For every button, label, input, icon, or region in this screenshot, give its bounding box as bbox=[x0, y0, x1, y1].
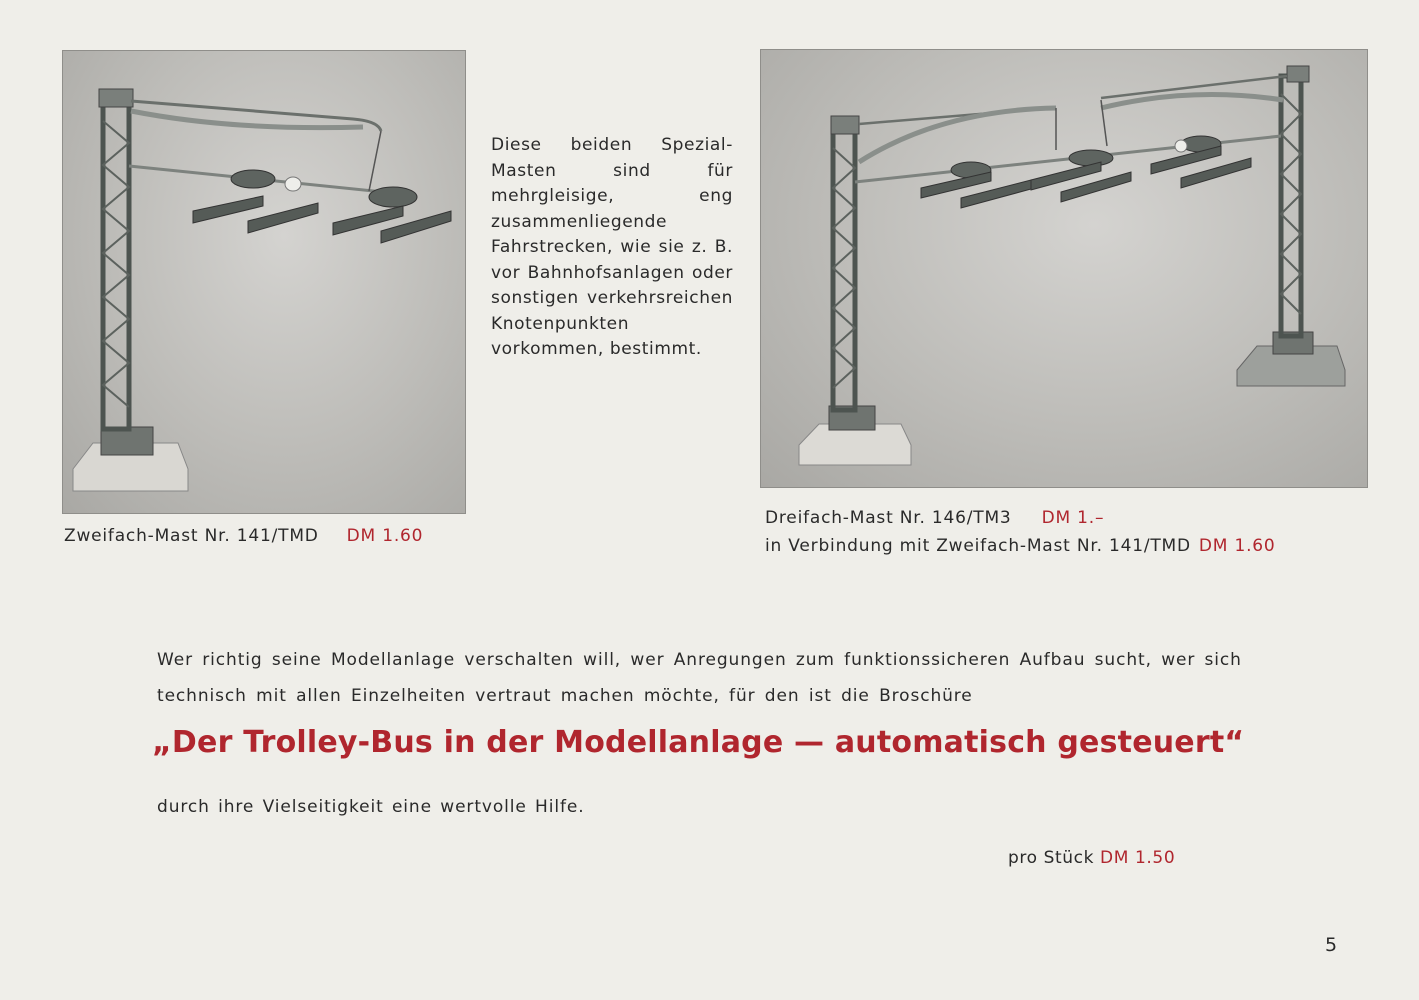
caption-text: Zweifach-Mast Nr. 141/TMD bbox=[64, 526, 319, 546]
dreifach-mast-illustration bbox=[761, 50, 1367, 487]
intro-paragraph: Diese beiden Spezial-Masten sind für mehrgleisige, eng zusammenliegende Fahrstrecken, wie sie z. B. vor Bahnhofsanlagen oder sonstigen verkehrsreichen Knotenpunkten vorkommen, bestimmt. bbox=[491, 135, 733, 359]
caption-zweifach-mast bbox=[64, 526, 423, 546]
caption-combination bbox=[765, 536, 1276, 556]
brochure-text-line-3: durch ihre Vielseitigkeit eine wertvolle Hilfe. bbox=[157, 797, 585, 817]
price-per-piece-label: pro Stück bbox=[1008, 848, 1095, 868]
price-label: DM 1.– bbox=[1041, 508, 1105, 528]
price-label: DM 1.60 bbox=[346, 526, 424, 546]
caption-text: in Verbindung mit Zweifach-Mast Nr. 141/TMD bbox=[765, 536, 1191, 556]
brochure-price bbox=[1008, 848, 1175, 868]
price-value: DM 1.50 bbox=[1100, 848, 1176, 868]
caption-dreifach-mast bbox=[765, 508, 1104, 528]
price-label: DM 1.60 bbox=[1198, 536, 1276, 556]
brochure-text-line-2: technisch mit allen Einzelheiten vertraut machen möchte, für den ist die Broschüre bbox=[157, 686, 973, 706]
photo-dreifach-mast bbox=[760, 49, 1368, 488]
brochure-title: „Der Trolley-Bus in der Modellanlage — automatisch gesteuert“ bbox=[152, 725, 1245, 760]
caption-text: Dreifach-Mast Nr. 146/TM3 bbox=[765, 508, 1012, 528]
brochure-text-line-1: Wer richtig seine Modellanlage verschalten will, wer Anregungen zum funktionssicheren Aufbau sucht, wer sich bbox=[157, 650, 1242, 670]
zweifach-mast-illustration bbox=[63, 51, 465, 513]
page-number: 5 bbox=[1325, 934, 1338, 956]
photo-zweifach-mast bbox=[62, 50, 466, 514]
